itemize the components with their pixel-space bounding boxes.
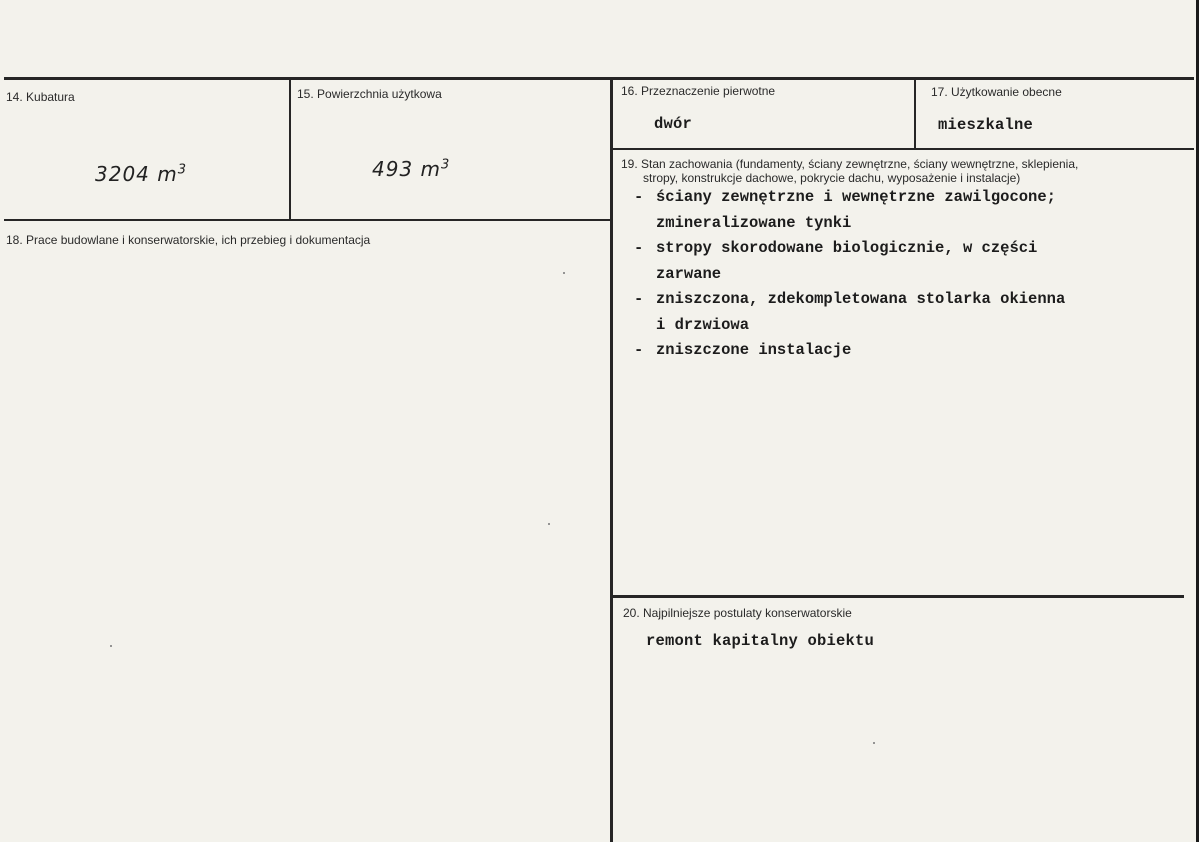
field-18-label: 18. Prace budowlane i konserwatorskie, ich przebieg i dokumentacja xyxy=(6,233,371,247)
list-item-continuation: zarwane xyxy=(656,264,722,283)
rule-between-16-17 xyxy=(914,77,916,149)
rule-between-14-15 xyxy=(289,77,291,221)
condition-list xyxy=(634,188,1065,367)
scan-speck xyxy=(563,272,565,274)
field-17-label: 17. Użytkowanie obecne xyxy=(931,85,1062,99)
field-16-label: 16. Przeznaczenie pierwotne xyxy=(621,84,776,98)
top-rule xyxy=(4,77,1194,80)
field-14-value xyxy=(95,162,187,186)
rule-under-14-15 xyxy=(4,219,612,221)
field-15-unit: $m^3$ xyxy=(420,157,451,181)
list-item-continuation: i drzwiowa xyxy=(656,315,750,334)
field-14-number: 3204 xyxy=(95,162,150,186)
field-19-label-line1: 19. Stan zachowania (fundamenty, ściany zewnętrzne, ściany wewnętrzne, sklepienia, xyxy=(621,157,1079,171)
field-15-value xyxy=(372,157,450,181)
list-item: - ściany zewnętrzne i wewnętrzne zawilgocone; xyxy=(634,188,1056,206)
scan-speck xyxy=(873,742,875,744)
scan-speck xyxy=(110,645,112,647)
list-item: - zniszczona, zdekompletowana stolarka okienna xyxy=(634,290,1066,308)
field-19-label-line2: stropy, konstrukcje dachowe, pokrycie dachu, wyposażenie i instalacje) xyxy=(643,171,1021,185)
rule-above-20 xyxy=(612,595,1184,598)
list-item-continuation: zmineralizowane tynki xyxy=(656,213,852,232)
field-15-label: 15. Powierzchnia użytkowa xyxy=(297,87,442,101)
field-16-value: dwór xyxy=(654,115,693,133)
field-20-label: 20. Najpilniejsze postulaty konserwatorskie xyxy=(623,606,852,620)
list-item: - stropy skorodowane biologicznie, w części xyxy=(634,239,1038,257)
list-item: - zniszczone instalacje xyxy=(634,341,852,359)
scan-speck xyxy=(548,523,550,525)
rule-under-16-17 xyxy=(612,148,1194,150)
field-20-value: remont kapitalny obiektu xyxy=(646,632,875,650)
field-14-unit: $m^3$ xyxy=(157,162,188,186)
field-14-label: 14. Kubatura xyxy=(6,90,75,104)
field-15-number: 493 xyxy=(372,157,414,181)
rule-center xyxy=(610,77,613,842)
field-17-value: mieszkalne xyxy=(938,116,1034,134)
